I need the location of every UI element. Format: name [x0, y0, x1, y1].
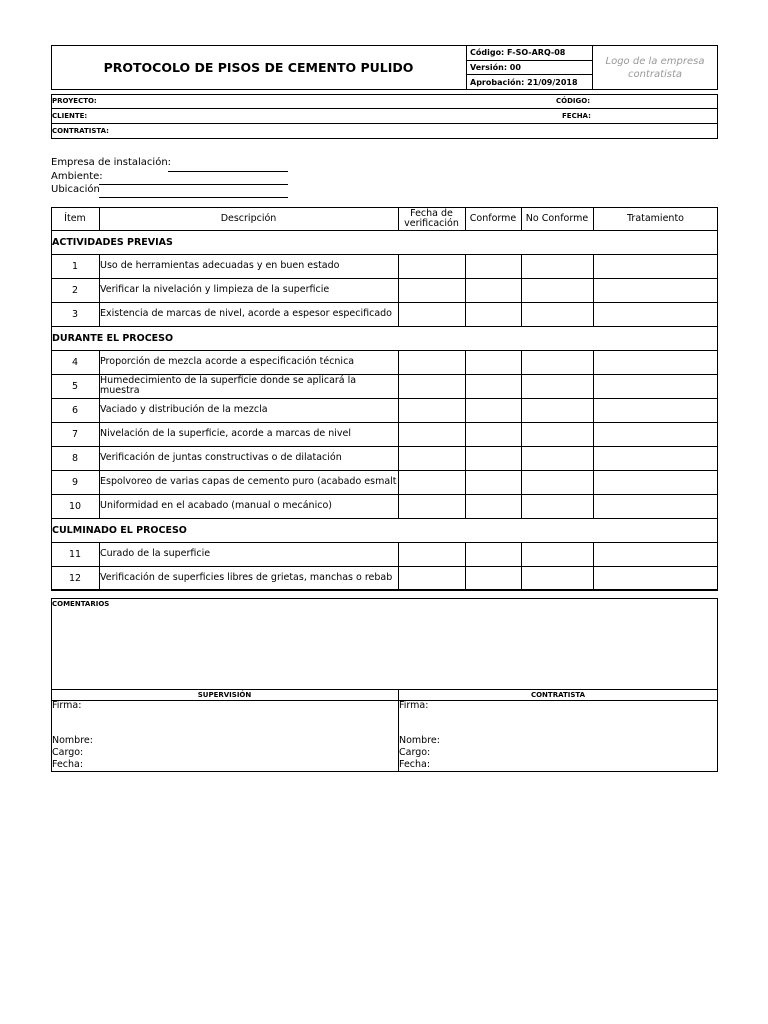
environment-field-line[interactable]	[99, 184, 288, 185]
installer-field-label: Empresa de instalación:	[51, 157, 172, 168]
item-description: Espolvoreo de varias capas de cemento puro (acabado esmalt	[100, 476, 397, 487]
info-line	[51, 123, 718, 124]
document-version: Versión: 00	[470, 62, 521, 72]
project-label: PROYECTO:	[52, 97, 97, 105]
item-description: Curado de la superficie	[100, 548, 211, 559]
table-row-line	[51, 350, 718, 351]
table-row-line	[51, 422, 718, 423]
table-row-line	[51, 494, 718, 495]
table-row-line	[51, 326, 718, 327]
item-number: 3	[71, 308, 79, 320]
item-number: 10	[68, 500, 82, 512]
contractor-signature-label: Firma:	[399, 700, 429, 711]
supervision-date-label: Fecha:	[52, 759, 84, 770]
table-row-line	[51, 374, 718, 375]
table-row-line	[51, 470, 718, 471]
item-number: 12	[68, 572, 82, 584]
document-code: Código: F-SO-ARQ-08	[470, 48, 566, 57]
table-column-line	[521, 542, 522, 590]
item-description: Existencia de marcas de nivel, acorde a espesor especificado	[100, 308, 392, 319]
item-number: 7	[71, 428, 79, 440]
contractor-label: CONTRATISTA:	[52, 126, 109, 135]
table-column-line	[398, 542, 399, 590]
table-column-line	[593, 254, 594, 326]
item-number: 9	[71, 476, 79, 488]
header-description: Descripción	[220, 212, 277, 224]
table-column-line	[398, 207, 399, 230]
table-row-line	[51, 398, 718, 399]
table-row-line	[51, 207, 718, 208]
item-number: 1	[71, 260, 79, 272]
section-title: CULMINADO EL PROCESO	[52, 524, 187, 536]
table-column-line	[465, 542, 466, 590]
item-number: 4	[71, 356, 79, 368]
item-number: 8	[71, 452, 79, 464]
item-description: Vaciado y distribución de la mezcla	[100, 404, 268, 415]
item-description: Verificación de juntas constructivas o de dilatación	[100, 452, 342, 463]
table-row-line	[51, 542, 718, 543]
supervision-name-label: Nombre:	[52, 735, 93, 746]
item-description: Proporción de mezcla acorde a especificación técnica	[100, 356, 355, 367]
section-title: DURANTE EL PROCESO	[52, 332, 174, 344]
header-divider	[592, 45, 593, 90]
table-row-line	[51, 590, 718, 591]
item-description: Uniformidad en el acabado (manual o mecánico)	[100, 500, 332, 511]
table-column-line	[465, 254, 466, 326]
contractor-date-label: Fecha:	[399, 759, 431, 770]
table-column-line	[99, 350, 100, 518]
code-label: CÓDIGO:	[556, 97, 590, 105]
table-column-line	[521, 207, 522, 230]
header-verification-date: Fecha de verificación	[404, 207, 459, 229]
info-block	[51, 94, 718, 139]
table-column-line	[465, 207, 466, 230]
table-row-line	[51, 446, 718, 447]
item-number: 2	[71, 284, 79, 296]
contractor-header: CONTRATISTA	[530, 690, 586, 699]
contractor-name-label: Nombre:	[399, 735, 440, 746]
table-row-line	[51, 254, 718, 255]
header-non-compliant: No Conforme	[525, 212, 589, 224]
table-column-line	[593, 542, 594, 590]
logo-placeholder: Logo de la empresa contratista	[605, 55, 705, 80]
contractor-position-label: Cargo:	[399, 747, 431, 758]
header-item: Ítem	[64, 212, 86, 224]
table-column-line	[521, 254, 522, 326]
item-description: Verificación de superficies libres de grietas, manchas o rebab	[100, 572, 393, 583]
info-line	[51, 108, 718, 109]
item-description: Humedecimiento de la superficie donde se aplicará la muestra	[100, 375, 357, 396]
table-column-line	[593, 350, 594, 518]
table-column-line	[465, 350, 466, 518]
date-label: FECHA:	[562, 111, 591, 120]
table-column-line	[521, 350, 522, 518]
item-number: 6	[71, 404, 79, 416]
environment-field-label: Ambiente:	[51, 171, 103, 182]
table-column-line	[398, 350, 399, 518]
item-number: 5	[71, 380, 79, 392]
section-title: ACTIVIDADES PREVIAS	[52, 236, 173, 248]
table-column-line	[398, 254, 399, 326]
document-title: PROTOCOLO DE PISOS DE CEMENTO PULIDO	[103, 60, 414, 75]
header-treatment: Tratamiento	[627, 212, 684, 224]
table-row-line	[51, 230, 718, 231]
document-approval: Aprobación: 21/09/2018	[470, 77, 578, 87]
supervision-position-label: Cargo:	[52, 747, 84, 758]
comments-label: COMENTARIOS	[52, 600, 110, 608]
item-description: Uso de herramientas adecuadas y en buen estado	[100, 260, 340, 271]
comments-area[interactable]	[52, 610, 717, 688]
table-row-line	[51, 302, 718, 303]
item-description: Verificar la nivelación y limpieza de la superficie	[100, 284, 330, 295]
table-row-line	[51, 566, 718, 567]
installer-field-line[interactable]	[168, 171, 288, 172]
item-number: 11	[68, 548, 82, 560]
header-divider	[466, 45, 467, 90]
supervision-signature-label: Firma:	[52, 700, 82, 711]
location-field-label: Ubicación	[51, 184, 100, 195]
table-row-line	[51, 518, 718, 519]
location-field-line[interactable]	[99, 197, 288, 198]
comments-line	[51, 700, 718, 701]
table-column-line	[99, 542, 100, 590]
table-row-line	[51, 278, 718, 279]
client-label: CLIENTE:	[52, 111, 88, 120]
supervision-header: SUPERVISIÓN	[197, 690, 252, 699]
header-compliant: Conforme	[469, 212, 517, 224]
item-description: Nivelación de la superficie, acorde a marcas de nivel	[100, 428, 352, 439]
table-column-line	[99, 254, 100, 326]
table-column-line	[593, 207, 594, 230]
table-column-line	[99, 207, 100, 230]
